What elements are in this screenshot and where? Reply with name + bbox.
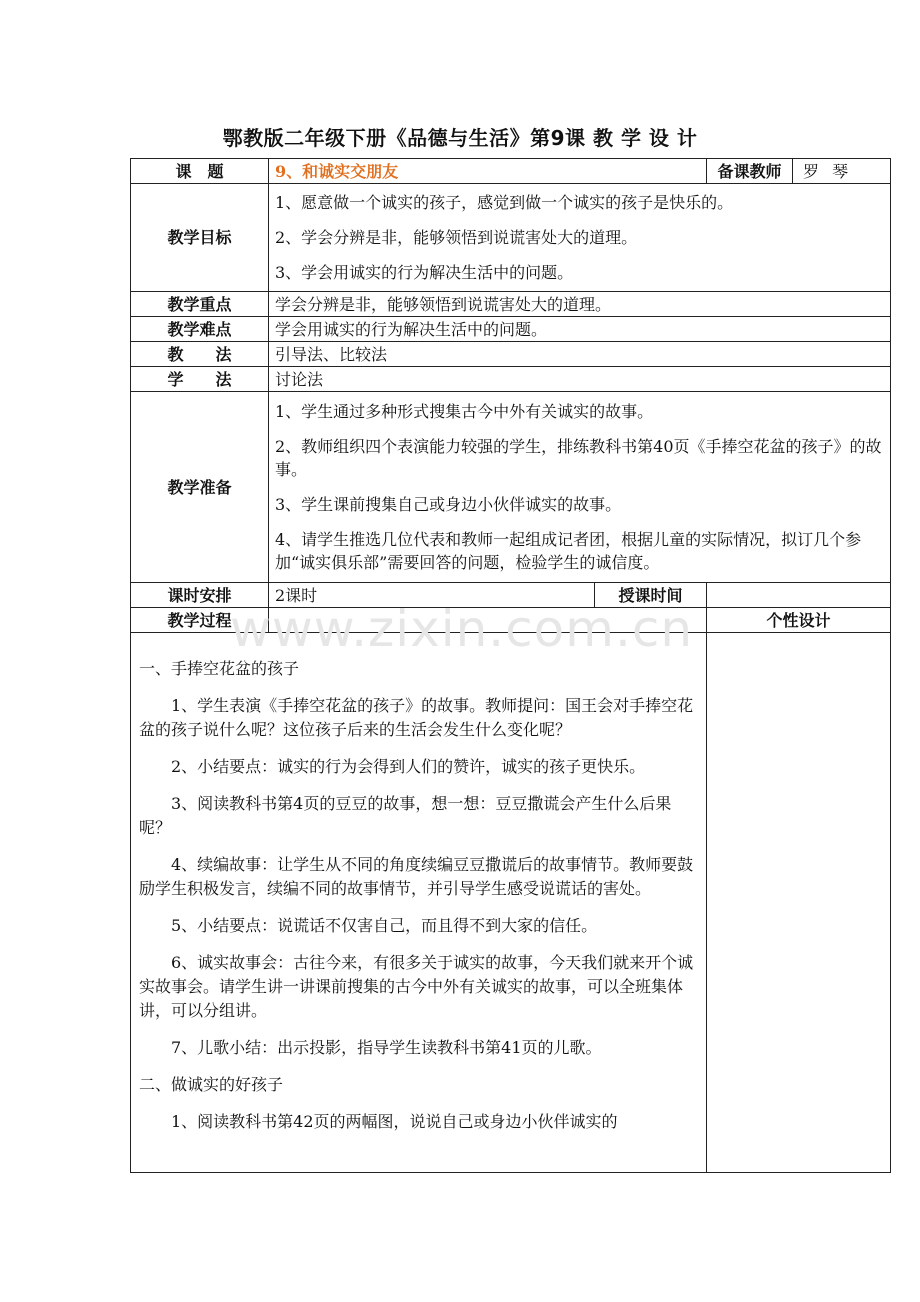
process-paragraph: 5、小结要点：说谎话不仅害自己，而且得不到大家的信任。 bbox=[171, 916, 598, 935]
document-title: 鄂教版二年级下册《品德与生活》第9课 教 学 设 计 bbox=[222, 126, 698, 150]
process-paragraph: 2、小结要点：诚实的行为会得到人们的赞许，诚实的孩子更快乐。 bbox=[171, 757, 646, 776]
objective-item: 2、学会分辨是非，能够领悟到说谎害处大的道理。 bbox=[275, 228, 638, 247]
preparation-item: 4、请学生推选几位代表和教师一起组成记者团，根据儿童的实际情况，拟订几个参加“诚实俱乐部”需要回答的问题，检验学生的诚信度。 bbox=[275, 530, 862, 572]
preparation-item: 3、学生课前搜集自己或身边小伙伴诚实的故事。 bbox=[275, 495, 622, 514]
objectives-row bbox=[131, 184, 891, 292]
class-time-value bbox=[707, 583, 891, 608]
objective-item: 3、学会用诚实的行为解决生活中的问题。 bbox=[275, 263, 574, 282]
preparation-item: 2、教师组织四个表演能力较强的学生，排练教科书第40页《手捧空花盆的孩子》的故事。 bbox=[275, 437, 882, 479]
topic-row bbox=[131, 159, 891, 184]
process-paragraph: 6、诚实故事会：古往今来，有很多关于诚实的故事，今天我们就来开个诚实故事会。请学生讲一讲课前搜集的古今中外有关诚实的故事，可以全班集体讲，可以分组讲。 bbox=[139, 953, 694, 1020]
process-paragraph: 3、阅读教科书第4页的豆豆的故事，想一想：豆豆撒谎会产生什么后果呢？ bbox=[139, 794, 672, 837]
class-time-label: 授课时间 bbox=[595, 583, 707, 608]
key-point-label: 教学重点 bbox=[131, 292, 269, 317]
learning-method-value: 讨论法 bbox=[269, 367, 891, 392]
learning-method-label: 学 法 bbox=[131, 367, 269, 392]
process-paragraph: 7、儿歌小结：出示投影，指导学生读教科书第41页的儿歌。 bbox=[171, 1038, 602, 1057]
watermark: www.zixin.com.cn bbox=[230, 600, 694, 658]
difficulty-label: 教学难点 bbox=[131, 317, 269, 342]
schedule-value: 2课时 bbox=[269, 583, 595, 608]
process-paragraph: 1、阅读教科书第42页的两幅图，说说自己或身边小伙伴诚实的 bbox=[171, 1112, 618, 1131]
process-section-heading: 一、手捧空花盆的孩子 bbox=[139, 659, 300, 678]
process-section-heading: 二、做诚实的好孩子 bbox=[139, 1075, 284, 1094]
personal-design-area bbox=[707, 633, 891, 1173]
difficulty-value: 学会用诚实的行为解决生活中的问题。 bbox=[269, 317, 891, 342]
preparation-label: 教学准备 bbox=[131, 392, 269, 583]
process-row bbox=[131, 633, 891, 1173]
key-point-row bbox=[131, 292, 891, 317]
objectives-label: 教学目标 bbox=[131, 184, 269, 292]
process-paragraph: 1、学生表演《手捧空花盆的孩子》的故事。教师提问：国王会对手捧空花盆的孩子说什么呢？这位孩子后来的生活会发生什么变化呢？ bbox=[139, 696, 694, 739]
teacher-label: 备课教师 bbox=[707, 159, 793, 184]
preparation-content bbox=[269, 392, 891, 583]
learning-method-row bbox=[131, 367, 891, 392]
personal-design-label: 个性设计 bbox=[707, 608, 891, 633]
process-label: 教学过程 bbox=[131, 608, 269, 633]
preparation-item: 1、学生通过多种形式搜集古今中外有关诚实的故事。 bbox=[275, 402, 654, 421]
topic-label: 课 题 bbox=[131, 159, 269, 184]
teaching-method-value: 引导法、比较法 bbox=[269, 342, 891, 367]
schedule-label: 课时安排 bbox=[131, 583, 269, 608]
lesson-plan-table bbox=[130, 158, 891, 1173]
teacher-value: 罗 琴 bbox=[793, 159, 891, 184]
difficulty-row bbox=[131, 317, 891, 342]
preparation-row bbox=[131, 392, 891, 583]
objective-item: 1、愿意做一个诚实的孩子，感觉到做一个诚实的孩子是快乐的。 bbox=[275, 193, 734, 212]
teaching-method-row bbox=[131, 342, 891, 367]
topic-value: 9、和诚实交朋友 bbox=[269, 159, 707, 184]
objectives-content bbox=[269, 184, 891, 292]
teaching-method-label: 教 法 bbox=[131, 342, 269, 367]
process-paragraph: 4、续编故事：让学生从不同的角度续编豆豆撒谎后的故事情节。教师要鼓励学生积极发言，续编不同的故事情节，并引导学生感受说谎话的害处。 bbox=[139, 855, 694, 898]
process-content bbox=[131, 633, 707, 1173]
key-point-value: 学会分辨是非，能够领悟到说谎害处大的道理。 bbox=[269, 292, 891, 317]
